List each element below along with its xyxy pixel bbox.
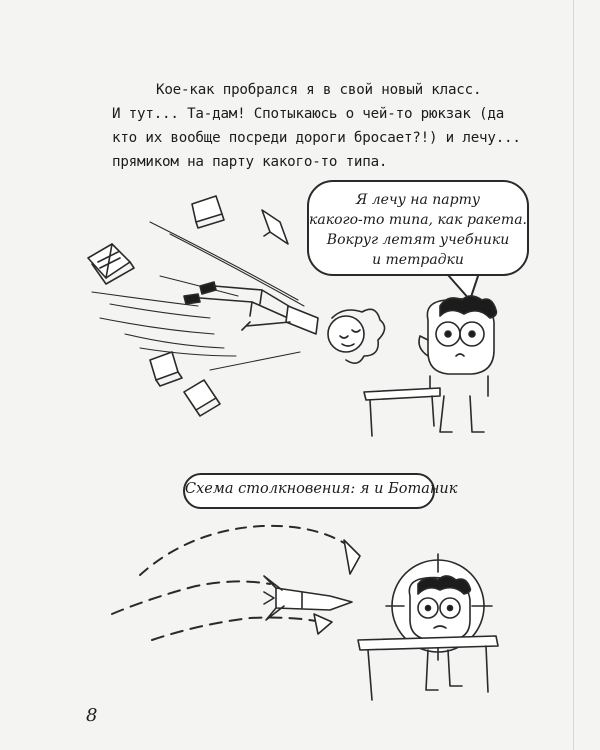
speech-line: Вокруг летят учебники xyxy=(326,232,510,248)
speech-text xyxy=(309,190,527,270)
intro-line-1: Кое-как пробрался я в свой новый класс. xyxy=(156,82,482,98)
collision-scheme xyxy=(112,526,360,640)
speech-line: и тетрадки xyxy=(372,252,464,268)
scheme-caption xyxy=(183,473,458,509)
speech-line: какого-то типа, как ракета. xyxy=(309,212,527,228)
speech-bubble xyxy=(307,180,529,276)
flying-book-icon xyxy=(88,244,134,284)
intro-line-3: кто их вообще посреди дороги бросает?!) и лечу... xyxy=(112,130,521,146)
intro-line-4: прямиком на парту какого-то типа. xyxy=(112,154,388,170)
page-number: 8 xyxy=(86,705,98,726)
nerd-at-desk xyxy=(364,296,496,436)
flying-book-icon xyxy=(150,352,182,386)
scheme-caption-text: Схема столкновения: я и Ботаник xyxy=(185,481,458,497)
flying-book-icon xyxy=(192,196,224,228)
flying-boy xyxy=(184,282,385,363)
speech-line: Я лечу на парту xyxy=(356,192,480,208)
flying-book-icon xyxy=(184,380,220,416)
target-nerd xyxy=(358,554,498,700)
intro-line-2: И тут... Та-дам! Спотыкаюсь о чей-то рюкзак (да xyxy=(112,106,505,122)
flying-notebook-icon xyxy=(262,210,288,244)
